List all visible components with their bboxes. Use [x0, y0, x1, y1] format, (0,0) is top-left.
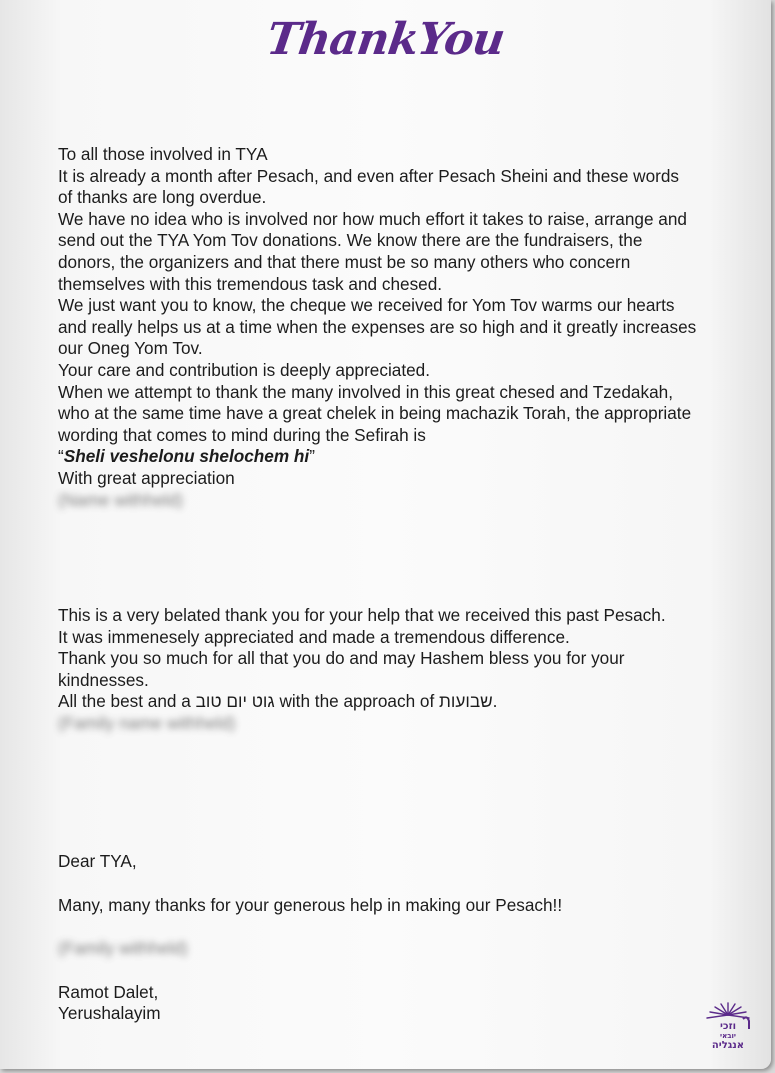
letter-1-line: To all those involved in TYA — [58, 144, 268, 164]
letter-2-line: Thank you so much for all that you do and may Hashem bless you for your kindnesses. — [58, 648, 625, 690]
letter-1-line: When we attempt to thank the many involved in this great chesed and Tzedakah, who at the same time have a great chelek in being machazik Torah, the appropriate wording that comes to mind during the Sefirah is — [58, 381, 692, 445]
letter-1-line: We just want you to know, the cheque we received for Yom Tov warms our hearts and really helps us at a time when the expenses are so high and it greatly increases our Oneg Yom Tov. — [58, 295, 697, 359]
letter-2-signature: (Family name withheld) — [58, 712, 236, 733]
letter-2-signature-line — [58, 713, 698, 735]
letter-3 — [58, 851, 698, 1025]
letter-3-signature-line — [58, 938, 698, 960]
letter-2 — [58, 605, 698, 735]
logo-line-3: אנגליה — [711, 1040, 745, 1051]
letter-2-last-prefix: All the best and a — [58, 691, 191, 712]
letter-3-body: Many, many thanks for your generous help in making our Pesach!! — [58, 894, 563, 915]
letter-2-line: It was immenesely appreciated and made a tremendous difference. — [58, 626, 570, 647]
letter-1 — [58, 144, 698, 511]
letter-2-last-middle: with the approach of — [279, 691, 435, 712]
letter-1-line: Your care and contribution is deeply appreciated. — [58, 359, 431, 380]
thank-you-title: ThankYou — [263, 14, 508, 65]
letter-2-hebrew-shavuos: שבועות — [439, 691, 493, 712]
letter-3-signature: (Family withheld) — [58, 938, 188, 959]
letter-1-line: We have no idea who is involved nor how much effort it takes to raise, arrange and send out the TYA Yom Tov donations. We know there are the fundraisers, the donors, the organizers and that there must be so many others who concern themselves with this tremendous task and chesed. — [58, 208, 687, 294]
logo-line-1: וזכי — [719, 1021, 737, 1032]
letter-1-signature-line — [58, 490, 698, 512]
letter-1-line: It is already a month after Pesach, and even after Pesach Sheini and these words of thanks are long overdue. — [58, 165, 680, 208]
letter-1-signature: (Name withheld) — [58, 489, 184, 510]
letter-1-closing: With great appreciation — [58, 467, 235, 488]
letter-3-location-line1: Ramot Dalet, — [58, 981, 159, 1002]
letter-3-greeting: Dear TYA, — [58, 851, 137, 871]
letter-2-hebrew-greeting: גוט יום טוב — [195, 691, 275, 712]
organization-logo — [699, 1021, 757, 1051]
letter-3-location-line2: Yerushalayim — [58, 1003, 161, 1024]
logo-line-2: יובאי — [720, 1032, 736, 1040]
letter-1-quote: Sheli veshelonu shelochem hi — [63, 446, 310, 467]
letter-1-quote-line: “Sheli veshelonu shelochem hi” — [58, 446, 315, 467]
letter-2-line: This is a very belated thank you for your help that we received this past Pesach. — [58, 605, 666, 625]
letter-2-last-line: All the best and a גוט יום טוב with the approach of שבועות. — [58, 691, 498, 712]
